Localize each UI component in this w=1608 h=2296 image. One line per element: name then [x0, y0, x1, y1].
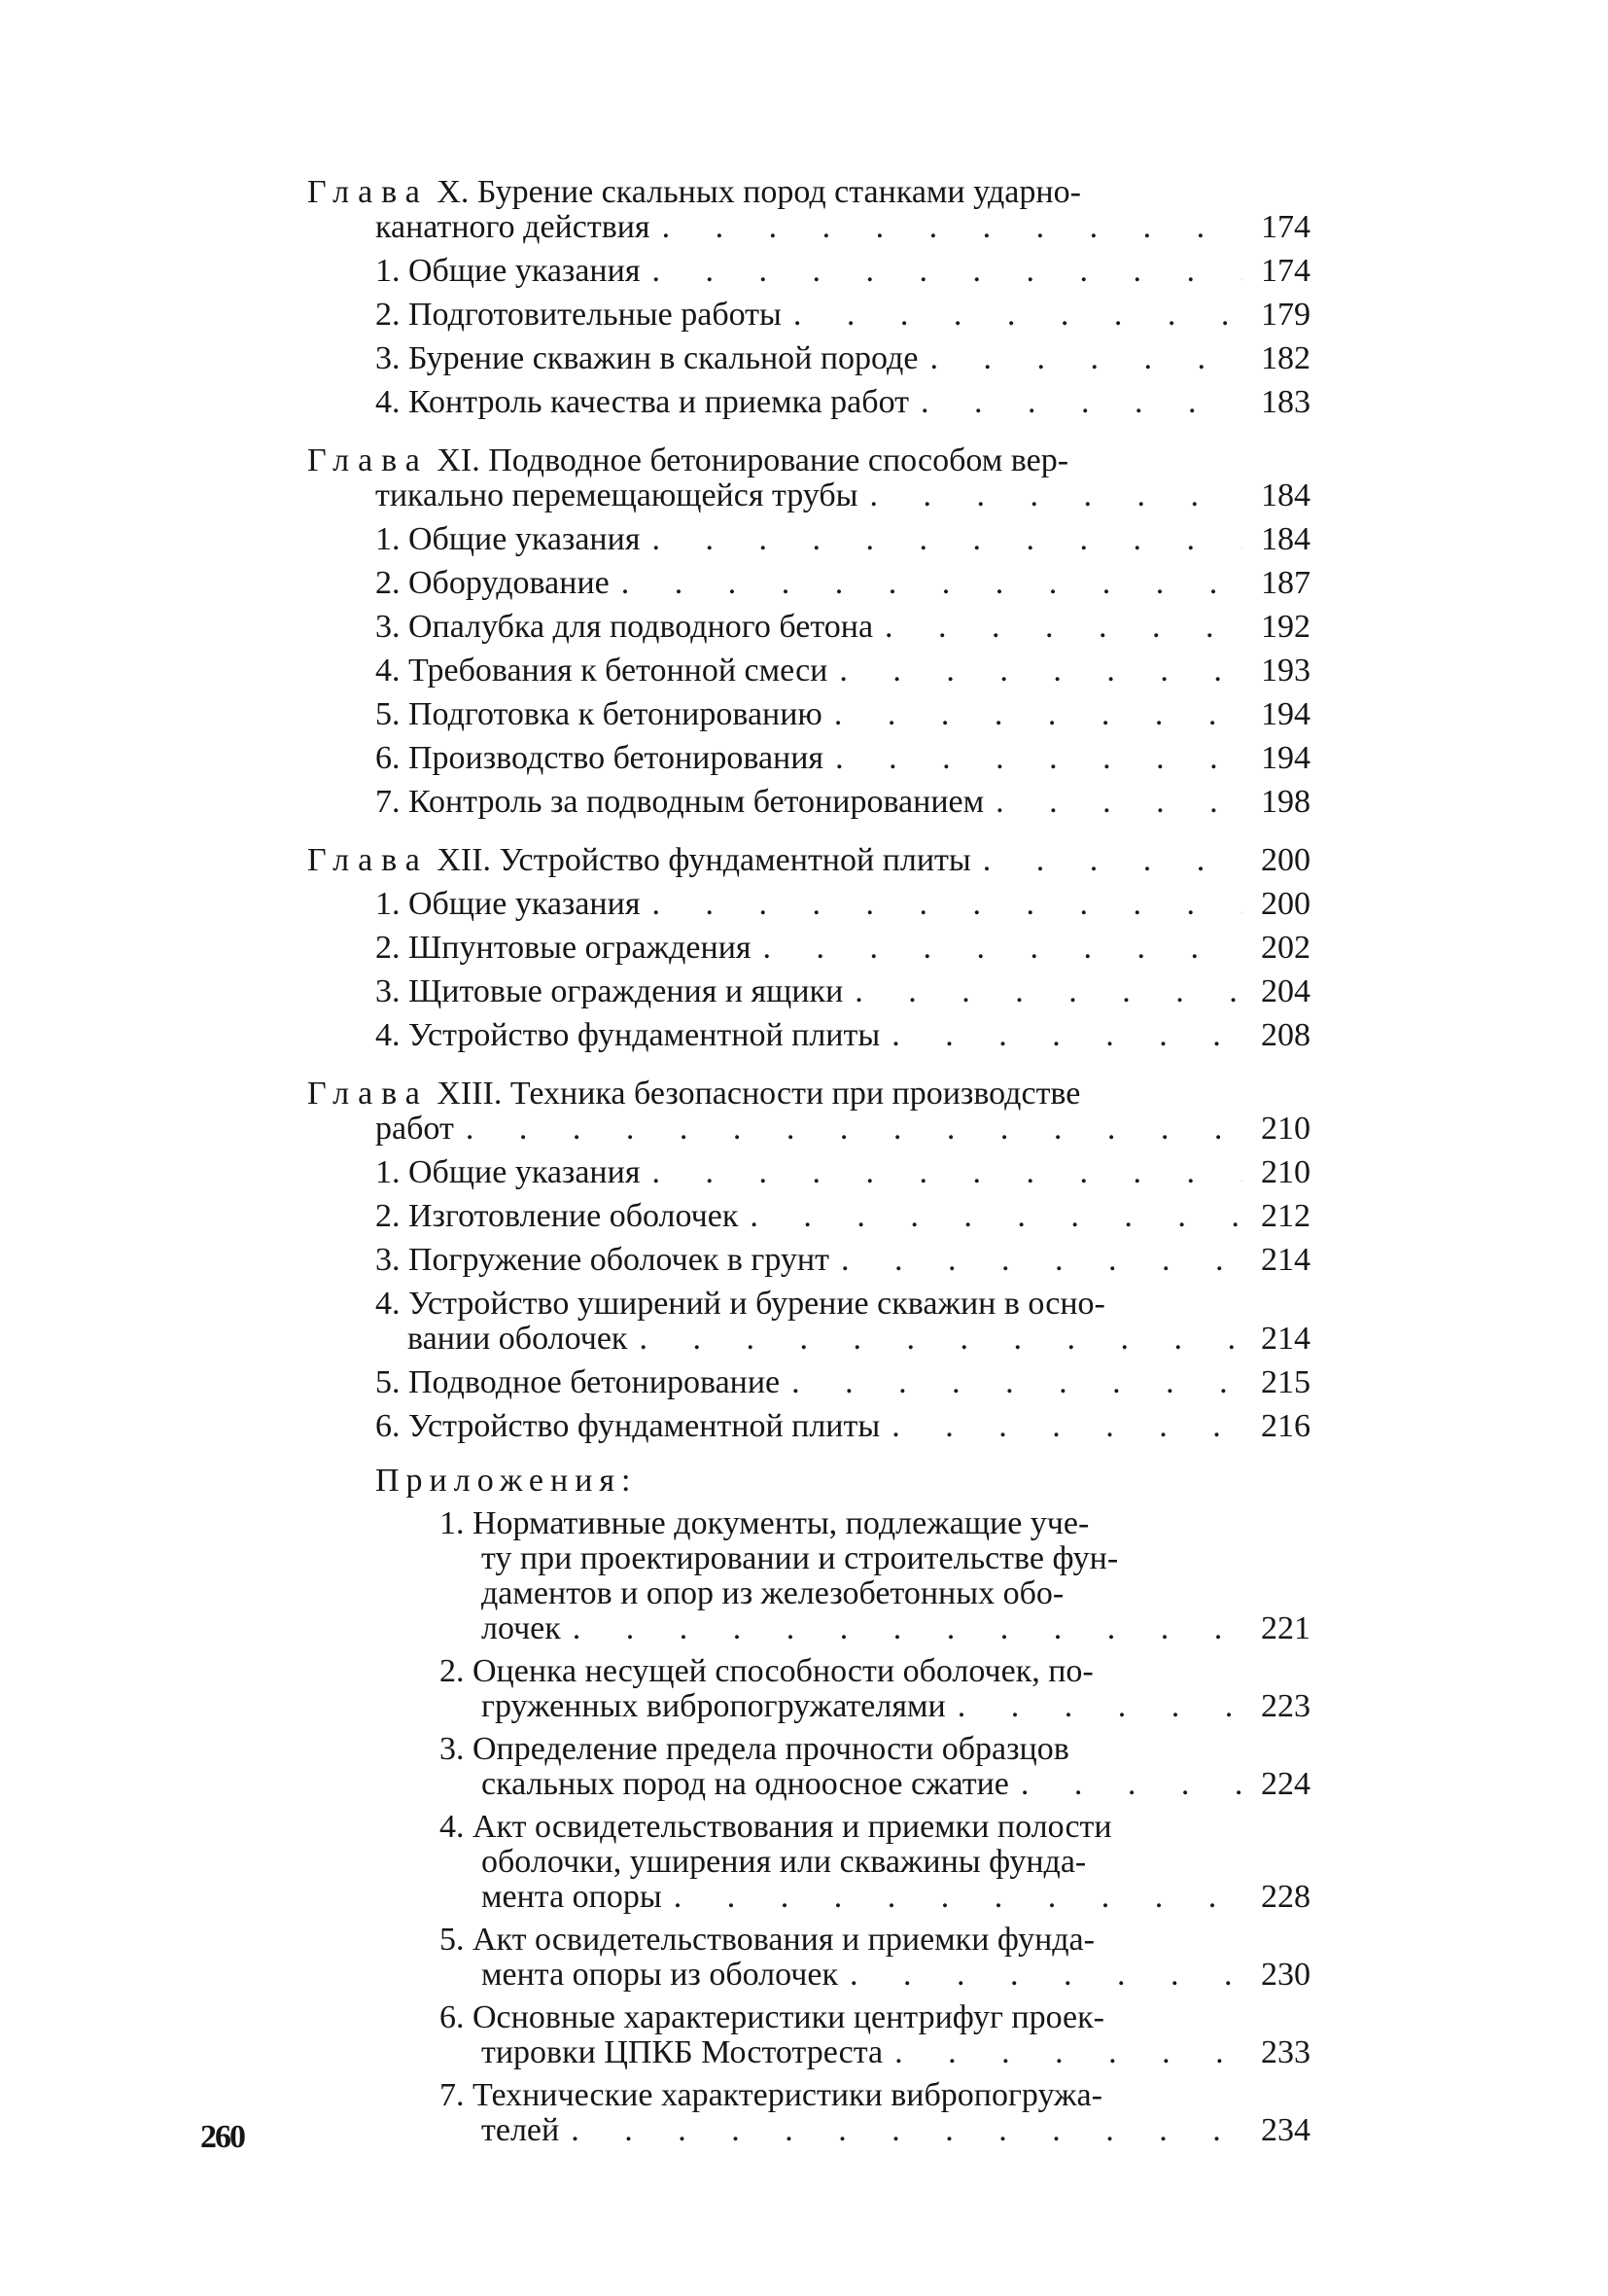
appendix-6	[307, 1996, 1311, 2074]
leader-dots	[650, 206, 1242, 249]
page-number: 179	[1261, 297, 1311, 333]
appendix-text: мента опоры из оболочек	[481, 1957, 838, 1993]
toc-item-text: 5. Подготовка к бетонированию	[375, 696, 822, 732]
appendix-text: 5. Акт освидетельствования и приемки фунда-	[439, 1922, 1095, 1958]
toc-item	[307, 1405, 1311, 1448]
page-number: 234	[1261, 2112, 1311, 2148]
chapter-12	[307, 839, 1311, 1057]
toc-item	[307, 381, 1311, 424]
page-number: 184	[1261, 521, 1311, 557]
page-number: 202	[1261, 930, 1311, 966]
leader-dots	[561, 1607, 1242, 1650]
page-number: 208	[1261, 1017, 1311, 1053]
leader-dots	[782, 294, 1242, 336]
appendices-heading: Приложения:	[375, 1463, 638, 1499]
leader-dots	[780, 1361, 1242, 1404]
toc-item	[307, 650, 1311, 692]
leader-dots	[640, 250, 1242, 293]
toc-item	[307, 737, 1311, 780]
leader-dots	[822, 693, 1242, 736]
page-number: 194	[1261, 740, 1311, 776]
page-number: 210	[1261, 1154, 1311, 1190]
page-number: 187	[1261, 565, 1311, 601]
toc-item-end	[307, 1318, 1311, 1360]
page-number: 221	[1261, 1610, 1311, 1646]
toc-item-text: 4. Устройство фундаментной плиты	[375, 1017, 881, 1053]
toc-item	[307, 693, 1311, 736]
leader-dots	[971, 839, 1242, 882]
toc-item	[307, 781, 1311, 824]
page-number: 194	[1261, 696, 1311, 732]
leader-dots	[858, 475, 1243, 517]
leader-dots	[454, 1108, 1242, 1150]
appendix-1	[307, 1502, 1311, 1650]
toc-item-text: 3. Погружение оболочек в грунт	[375, 1242, 829, 1278]
appendix-2	[307, 1650, 1311, 1728]
page-number: 204	[1261, 973, 1311, 1009]
toc-item	[307, 1239, 1311, 1282]
toc-item-text: 2. Подготовительные работы	[375, 297, 782, 333]
toc-item-text: 1. Общие указания	[375, 886, 641, 922]
leader-dots	[738, 1195, 1242, 1238]
appendix-text: оболочки, уширения или скважины фунда-	[481, 1844, 1087, 1880]
chapter-title-row-end	[307, 839, 1311, 882]
page-footer-number: 260	[200, 2119, 244, 2155]
toc-item	[307, 294, 1311, 336]
leader-dots	[918, 337, 1242, 380]
leader-dots	[627, 1318, 1242, 1360]
leader-dots	[610, 562, 1242, 605]
toc-item-text: 2. Оборудование	[375, 565, 610, 601]
toc-item-text: 1. Общие указания	[375, 1154, 641, 1190]
leader-dots	[559, 2109, 1242, 2152]
leader-dots	[883, 2031, 1242, 2074]
toc-item	[307, 1014, 1311, 1057]
leader-dots	[880, 1014, 1242, 1057]
toc-item-text: 3. Опалубка для подводного бетона	[375, 609, 874, 645]
leader-dots	[909, 381, 1242, 424]
page-number: 192	[1261, 609, 1311, 645]
toc-item-text: 1. Общие указания	[375, 253, 641, 289]
toc-item	[307, 927, 1311, 970]
leader-dots	[662, 1876, 1242, 1919]
toc-item	[307, 1151, 1311, 1194]
appendix-7	[307, 2074, 1311, 2152]
page-number: 214	[1261, 1242, 1311, 1278]
page-number: 228	[1261, 1879, 1311, 1915]
leader-dots	[827, 650, 1242, 692]
toc-item	[307, 1195, 1311, 1238]
leader-dots	[829, 1239, 1242, 1282]
chapter-title-line: XI. Подводное бетонирование способом вер-	[437, 442, 1069, 478]
toc-item-text: 7. Контроль за подводным бетонированием	[375, 784, 985, 820]
page-number: 184	[1261, 477, 1311, 513]
chapter-title-line: тикально перемещающейся трубы	[375, 477, 858, 513]
chapter-title-line: XIII. Техника безопасности при производстве	[437, 1076, 1081, 1112]
chapter-13	[307, 1073, 1311, 1448]
chapter-label: Глава	[307, 842, 429, 878]
appendix-text: тировки ЦПКБ Мостотреста	[481, 2034, 884, 2070]
page-number: 200	[1261, 842, 1311, 878]
toc-item-text: вании оболочек	[407, 1321, 628, 1357]
page-number: 214	[1261, 1321, 1311, 1357]
toc-item-text: 1. Общие указания	[375, 521, 641, 557]
toc-item	[307, 337, 1311, 380]
chapter-label: Глава	[307, 1076, 429, 1112]
appendix-5	[307, 1919, 1311, 1996]
toc-item	[307, 606, 1311, 649]
chapter-title-row-end	[307, 1108, 1311, 1150]
toc-item	[307, 518, 1311, 561]
page-number: 216	[1261, 1408, 1311, 1444]
appendix-text: 1. Нормативные документы, подлежащие уче-	[439, 1505, 1090, 1541]
chapter-title-line: XII. Устройство фундаментной плиты	[437, 842, 971, 878]
leader-dots	[752, 927, 1242, 970]
toc-item	[307, 562, 1311, 605]
toc-item-text: 2. Шпунтовые ограждения	[375, 930, 752, 966]
appendix-text: ту при проектировании и строительстве фун-	[481, 1540, 1119, 1576]
toc-item-text: 3. Щитовые ограждения и ящики	[375, 973, 844, 1009]
appendix-text: груженных вибропогружателями	[481, 1688, 946, 1724]
page-number: 193	[1261, 653, 1311, 689]
toc-item	[307, 250, 1311, 293]
toc-item-text: 2. Изготовление оболочек	[375, 1198, 739, 1234]
appendix-4	[307, 1806, 1311, 1919]
chapter-title-row-end	[307, 206, 1311, 249]
leader-dots	[984, 781, 1242, 824]
leader-dots	[823, 737, 1242, 780]
leader-dots	[838, 1954, 1242, 1996]
page-number: 224	[1261, 1766, 1311, 1802]
chapter-title-line: канатного действия	[375, 209, 650, 245]
page-number: 215	[1261, 1364, 1311, 1400]
toc-item	[307, 883, 1311, 926]
appendix-text: даментов и опор из железобетонных обо-	[481, 1575, 1065, 1611]
appendix-text: телей	[481, 2112, 560, 2148]
chapter-11	[307, 440, 1311, 824]
toc-item-text: 6. Устройство фундаментной плиты	[375, 1408, 881, 1444]
page-number: 230	[1261, 1957, 1311, 1993]
leader-dots	[640, 1151, 1242, 1194]
page-number: 182	[1261, 340, 1311, 376]
chapter-title-line: работ	[375, 1111, 454, 1147]
chapter-title-row-end	[307, 475, 1311, 517]
appendix-text: 7. Технические характеристики вибропогружа-	[439, 2077, 1102, 2113]
appendix-text: 4. Акт освидетельствования и приемки полости	[439, 1809, 1112, 1845]
page-number: 210	[1261, 1111, 1311, 1147]
leader-dots	[946, 1685, 1242, 1728]
toc-item-text: 5. Подводное бетонирование	[375, 1364, 781, 1400]
toc-item-text: 3. Бурение скважин в скальной породе	[375, 340, 919, 376]
page-number: 174	[1261, 209, 1311, 245]
appendix-text: 3. Определение предела прочности образцов	[439, 1731, 1069, 1767]
leader-dots	[880, 1405, 1242, 1448]
leader-dots	[640, 518, 1242, 561]
chapter-title-line: X. Бурение скальных пород станками ударно-	[437, 174, 1081, 210]
page-number: 200	[1261, 886, 1311, 922]
appendix-text: мента опоры	[481, 1879, 662, 1915]
chapter-10	[307, 171, 1311, 424]
toc-item-text: 6. Производство бетонирования	[375, 740, 824, 776]
page-number: 223	[1261, 1688, 1311, 1724]
leader-dots	[1009, 1763, 1242, 1806]
table-of-contents	[307, 171, 1311, 2152]
page-number: 212	[1261, 1198, 1311, 1234]
leader-dots	[843, 971, 1242, 1013]
appendix-3	[307, 1728, 1311, 1806]
toc-item-text: 4. Устройство уширений и бурение скважин в осно-	[375, 1286, 1105, 1322]
chapter-label: Глава	[307, 174, 429, 210]
page-number: 198	[1261, 784, 1311, 820]
chapter-label: Глава	[307, 442, 429, 478]
page-number: 233	[1261, 2034, 1311, 2070]
appendix-text: 2. Оценка несущей способности оболочек, по-	[439, 1653, 1094, 1689]
appendix-text: лочек	[481, 1610, 561, 1646]
leader-dots	[640, 883, 1242, 926]
toc-item	[307, 971, 1311, 1013]
appendix-text: 6. Основные характеристики центрифуг проек-	[439, 1999, 1104, 2035]
page-number: 174	[1261, 253, 1311, 289]
page-number: 183	[1261, 384, 1311, 420]
toc-item-text: 4. Контроль качества и приемка работ	[375, 384, 909, 420]
toc-item	[307, 1361, 1311, 1404]
leader-dots	[873, 606, 1242, 649]
toc-item-text: 4. Требования к бетонной смеси	[375, 653, 828, 689]
appendix-text: скальных пород на одноосное сжатие	[481, 1766, 1009, 1802]
